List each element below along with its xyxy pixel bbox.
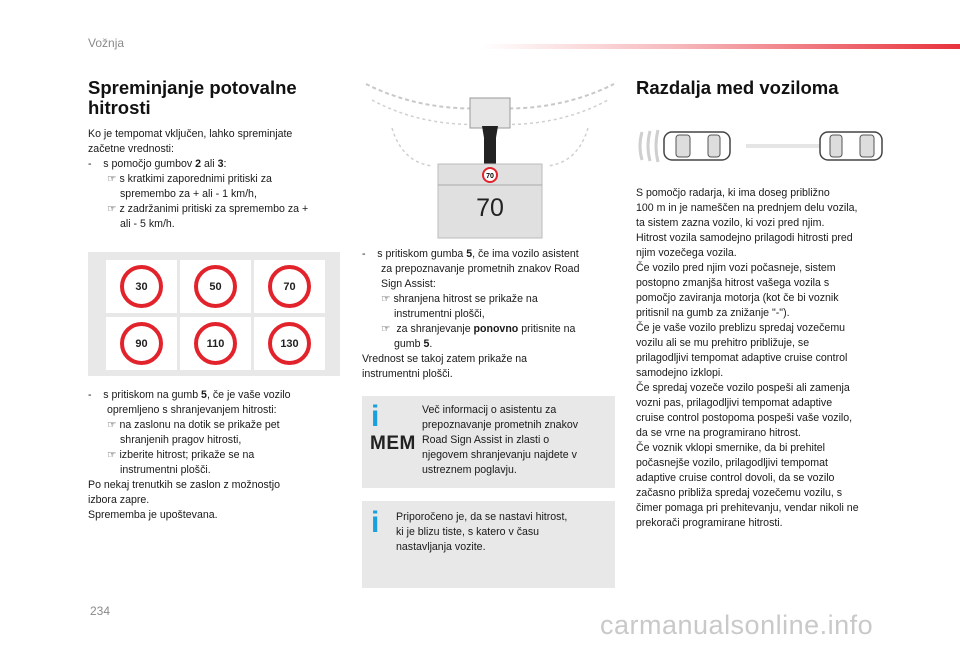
text-line: Road Sign Assist in zlasti o	[422, 434, 550, 446]
text-line: izbora zapre.	[88, 494, 150, 506]
info-box-text	[422, 403, 578, 478]
text-line: ta sistem zazna vozilo, ki vozi pred njim.	[636, 217, 825, 229]
vehicle-distance-illustration	[636, 122, 888, 170]
display-large-speed: 70	[476, 194, 504, 222]
text-line: pritisnil na gumb za znižanje "-").	[636, 307, 790, 319]
text-line: vozni pas, prilagodljivi tempomat adaptive	[636, 397, 833, 409]
section-header: Vožnja	[88, 36, 125, 50]
left-title	[88, 78, 297, 118]
left-title-line: hitrosti	[88, 97, 151, 118]
text-line: opremljeno s shranjevanjem hitrosti:	[107, 404, 277, 416]
text-line: prepoznavanje prometnih znakov	[422, 419, 579, 431]
right-title: Razdalja med voziloma	[636, 77, 839, 98]
car-window	[708, 135, 720, 157]
speed-limit-sign-icon: 30	[120, 265, 163, 308]
text-line: nastavljanja vozite.	[396, 541, 486, 553]
text-line: instrumentni plošči.	[362, 368, 453, 380]
info-box-memory	[362, 396, 615, 488]
speed-limit-sign-icon: 90	[120, 322, 163, 365]
info-box-recommendation	[362, 501, 615, 588]
distance-line	[746, 144, 820, 148]
text-line: Če vozilo pred njim vozi počasneje, sistem	[636, 262, 836, 274]
speed-sign-tile[interactable]	[254, 317, 325, 370]
text-line: za prepoznavanje prometnih znakov Road	[381, 263, 580, 275]
text-line: prilagodljivi tempomat adaptive cruise control	[636, 352, 848, 364]
display-small-speed: 70	[486, 173, 494, 180]
instrument-panel-illustration	[362, 78, 618, 240]
text-line: da se vrne na programirano hitrost.	[636, 427, 801, 439]
text-line: samodejno izklopi.	[636, 367, 724, 379]
mem-icon: MEM	[370, 433, 416, 454]
middle-text	[362, 247, 579, 382]
text-line: adaptive cruise control dovoli, da se vozilo	[636, 472, 835, 484]
right-text	[636, 186, 859, 531]
text-line: instrumentni plošči,	[394, 308, 485, 320]
dash-screen	[470, 98, 510, 128]
car-window	[830, 135, 842, 157]
text-line: njegovem shranjevanju najdete v	[422, 449, 577, 461]
speed-sign-panel	[88, 252, 340, 376]
text-line: ali - 5 km/h.	[120, 218, 175, 230]
speed-limit-sign-icon: 110	[194, 322, 237, 365]
watermark: carmanualsonline.info	[600, 610, 874, 640]
bullet-line: ☞ z zadržanimi pritiski za spremembo za +	[107, 203, 309, 215]
text-line: gumb 5.	[394, 338, 433, 350]
text-line: ustreznem poglavju.	[422, 464, 517, 476]
text-line: Po nekaj trenutkih se zaslon z možnostjo	[88, 479, 280, 491]
speed-limit-sign-icon: 130	[268, 322, 311, 365]
speed-sign-tile[interactable]	[180, 317, 251, 370]
speed-limit-sign-icon: 50	[194, 265, 237, 308]
header-accent-bar	[480, 44, 960, 49]
pointer-icon: ☞	[381, 293, 391, 305]
bullet-line: ☞ shranjena hitrost se prikaže na	[381, 293, 538, 305]
text-line: - s pomočjo gumbov 2 ali 3:	[88, 158, 227, 170]
text-line: ki je blizu tiste, s katero v času	[396, 526, 540, 538]
text-line: Hitrost vozila samodejno prilagodi hitrosti pred	[636, 232, 853, 244]
radar-wave-icon	[656, 130, 658, 162]
info-box-text	[396, 510, 567, 555]
car-window	[676, 135, 690, 157]
pointer-icon: ☞	[107, 449, 117, 461]
text-line: Vrednost se takoj zatem prikaže na	[362, 353, 528, 365]
speed-sign-tile[interactable]	[254, 260, 325, 313]
text-line: Sign Assist:	[381, 278, 436, 290]
pointer-icon: ☞	[107, 203, 117, 215]
pointer-icon: ☞	[107, 419, 117, 431]
text-line: shranjenih pragov hitrosti,	[120, 434, 242, 446]
page-number: 234	[90, 604, 111, 618]
speed-sign-tile[interactable]	[180, 260, 251, 313]
text-line: začetne vrednosti:	[88, 143, 174, 155]
text-line: instrumentni plošči.	[120, 464, 211, 476]
pointer-icon: ☞	[107, 173, 117, 185]
wheel-outline	[548, 128, 588, 166]
left-lower-text	[88, 388, 291, 523]
text-line: njim vozečega vozila.	[636, 247, 737, 259]
text-line: začasno približa spredaj vozečemu vozilu, s	[636, 487, 843, 499]
bullet-line: ☞ s kratkimi zaporednimi pritiski za	[107, 173, 272, 185]
text-line: prekorači programirane hitrosti.	[636, 517, 783, 529]
car-window	[860, 135, 874, 157]
text-line: Če je vaše vozilo preblizu spredaj vozečemu	[636, 322, 846, 334]
wheel-outline	[392, 128, 432, 166]
left-intro	[88, 127, 308, 232]
text-line: S pomočjo radarja, ki ima doseg približno	[636, 187, 830, 199]
text-line: Priporočeno je, da se nastavi hitrost,	[396, 511, 568, 523]
pointer-icon: ☞	[381, 323, 391, 335]
bullet-line: ☞ za shranjevanje ponovno pritisnite na	[381, 323, 576, 335]
info-icon: i	[371, 506, 380, 539]
text-line: čimer pomaga pri prehitevanju, vendar nikoli ne	[636, 502, 859, 514]
text-line: cruise control postopoma pospeši vaše vozilo,	[636, 412, 853, 424]
bullet-line: ☞ na zaslonu na dotik se prikaže pet	[107, 419, 280, 431]
text-line: pomočjo zaviranja motorja (kot če bi voznik	[636, 292, 839, 304]
text-line: Če voznik vklopi smernike, da bi prehitel	[636, 442, 826, 454]
text-line: 100 m in je nameščen na prednjem delu vozila,	[636, 202, 858, 214]
text-line: Če spredaj vozeče vozilo pospeši ali zamenja	[636, 382, 850, 394]
speed-sign-tile[interactable]	[106, 260, 177, 313]
text-line: počasnejše vozilo, prilagodljivi tempomat	[636, 457, 828, 469]
text-line: spremembo za + ali - 1 km/h,	[120, 188, 257, 200]
text-line: Sprememba je upoštevana.	[88, 509, 218, 521]
speed-limit-sign-icon: 70	[268, 265, 311, 308]
text-line: vozilu ali se mu prehitro približuje, se	[636, 337, 810, 349]
bullet-line: ☞ izberite hitrost; prikaže se na	[107, 449, 255, 461]
text-line: postopno zmanjša hitrost vašega vozila s	[636, 277, 830, 289]
text-line: - s pritiskom na gumb 5, če je vaše vozilo	[88, 389, 291, 401]
speed-sign-tile[interactable]	[106, 317, 177, 370]
info-icon: i	[371, 400, 380, 433]
text-line: Ko je tempomat vključen, lahko spreminjate	[88, 128, 293, 140]
left-title-line: Spreminjanje potovalne	[88, 77, 297, 98]
radar-wave-icon	[648, 131, 650, 161]
radar-wave-icon	[640, 132, 642, 160]
text-line: Več informacij o asistentu za	[422, 404, 557, 416]
text-line: - s pritiskom gumba 5, če ima vozilo asistent	[362, 248, 579, 260]
